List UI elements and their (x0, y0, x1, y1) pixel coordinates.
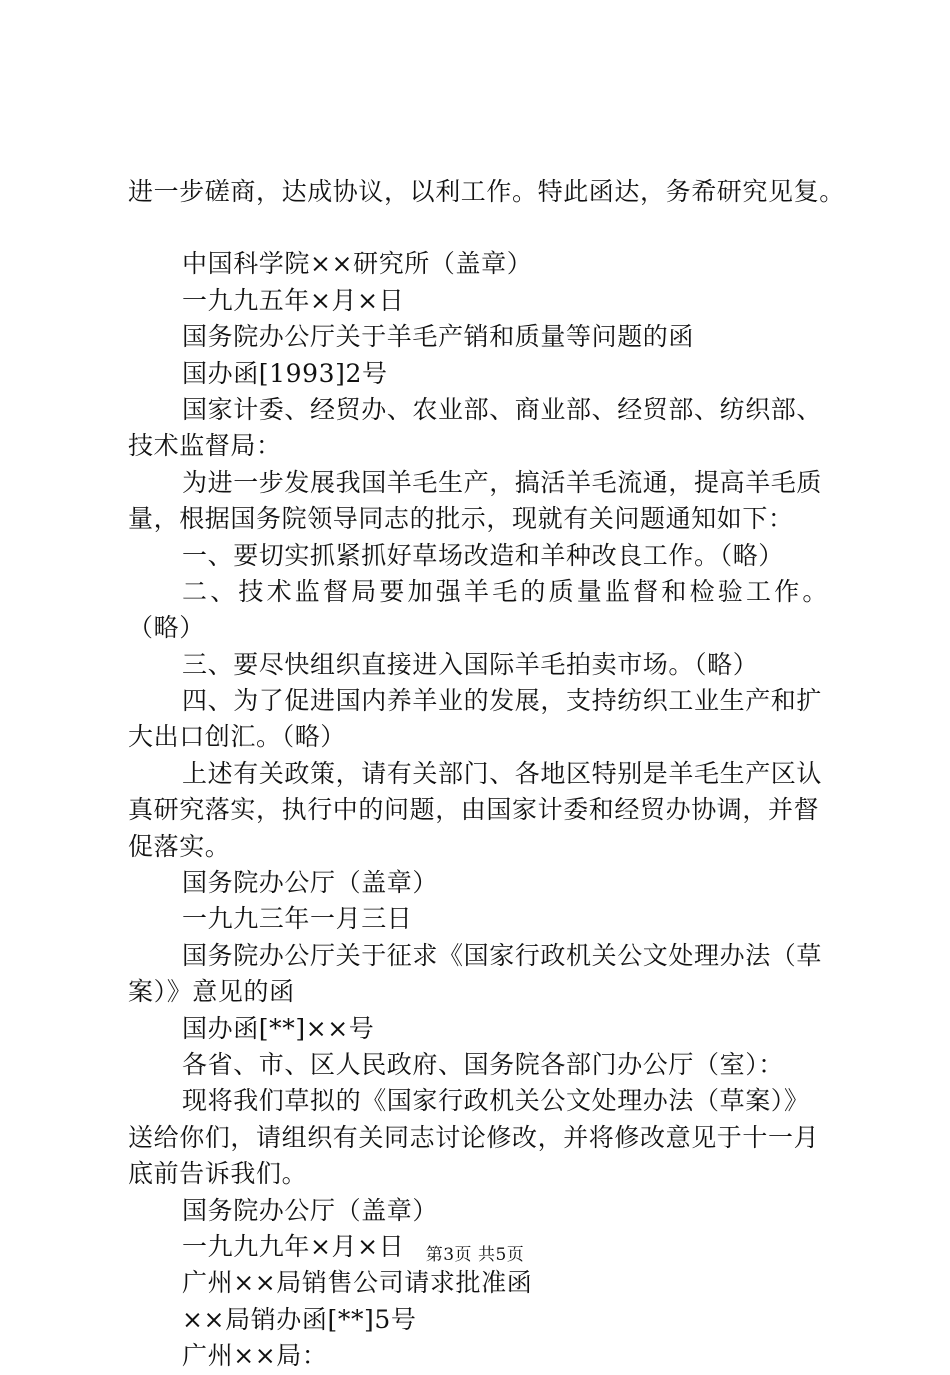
text-line: 促落实。 (128, 831, 231, 861)
text-line: 上述有关政策，请有关部门、各地区特别是羊毛生产区认 (182, 758, 823, 788)
text-line: 量，根据国务院领导同志的批示，现就有关问题通知如下： (128, 504, 794, 534)
page-number-footer: 第3页 共5页 (425, 1245, 525, 1265)
text-line: 国家计委、经贸办、农业部、商业部、经贸部、纺织部、 (182, 394, 823, 424)
text-line: 底前告诉我们。 (128, 1159, 308, 1189)
text-line: 四、为了促进国内养羊业的发展，支持纺织工业生产和扩 (182, 686, 823, 716)
text-line: 国办函[1993]2号 (182, 358, 388, 388)
blank-line (128, 210, 848, 246)
document-body (128, 174, 848, 1375)
text-line: （略） (128, 613, 205, 643)
text-line: 现将我们草拟的《国家行政机关公文处理办法（草案）》 (182, 1086, 810, 1116)
text-line: 国务院办公厅（盖章） (182, 868, 439, 898)
text-line: 广州××局销售公司请求批准函 (182, 1268, 533, 1298)
text-line: 二、技术监督局要加强羊毛的质量监督和检验工作。 (182, 576, 831, 606)
text-line: 各省、市、区人民政府、国务院各部门办公厅（室）： (182, 1049, 784, 1079)
text-line: 国办函[**]××号 (182, 1013, 375, 1043)
text-line: 案）》意见的函 (128, 977, 295, 1007)
text-line: 进一步磋商，达成协议，以利工作。特此函达，务希研究见复。 (128, 177, 845, 206)
text-line: 技术监督局： (128, 431, 282, 461)
text-line: 国务院办公厅（盖章） (182, 1195, 439, 1225)
text-line: 三、要尽快组织直接进入国际羊毛拍卖市场。（略） (182, 649, 759, 679)
text-line: 一九九五年×月×日 (182, 285, 405, 315)
text-line: 一、要切实抓紧抓好草场改造和羊种改良工作。（略） (182, 540, 784, 570)
text-line: 真研究落实，执行中的问题，由国家计委和经贸办协调，并督 (128, 795, 820, 825)
text-line: 送给你们，请组织有关同志讨论修改，并将修改意见于十一月 (128, 1122, 820, 1152)
text-line: ××局销办函[**]5号 (182, 1304, 417, 1334)
text-line: 一九九三年一月三日 (182, 904, 413, 934)
text-line: 国务院办公厅关于征求《国家行政机关公文处理办法（草 (182, 940, 823, 970)
text-line: 为进一步发展我国羊毛生产，搞活羊毛流通，提高羊毛质 (182, 467, 823, 497)
text-line: 中国科学院××研究所（盖章） (182, 249, 533, 279)
text-line: 一九九九年×月×日 (182, 1231, 405, 1261)
text-line: 广州××局： (182, 1341, 328, 1371)
text-line: 大出口创汇。（略） (128, 722, 346, 752)
text-line: 国务院办公厅关于羊毛产销和质量等问题的函 (182, 322, 695, 352)
